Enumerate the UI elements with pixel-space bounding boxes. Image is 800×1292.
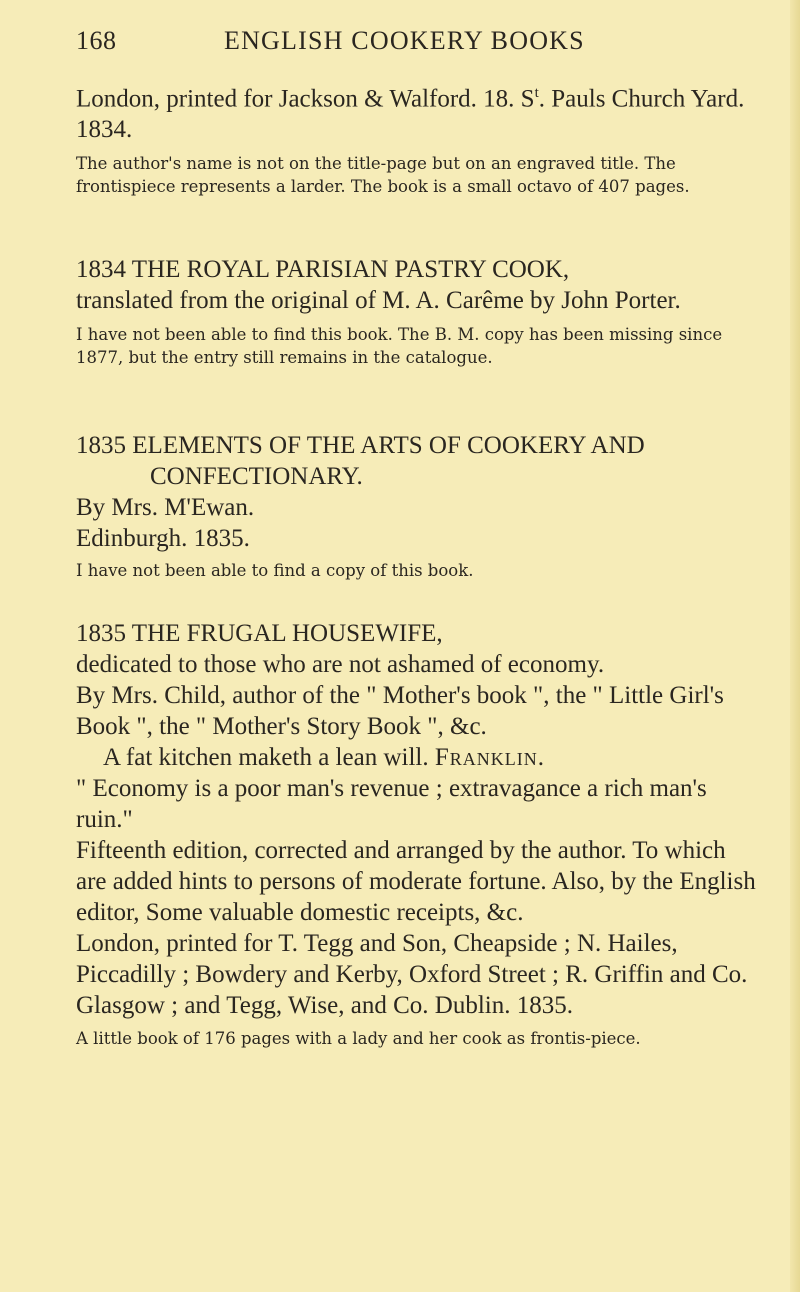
entry-edition: Fifteenth edition, corrected and arranged by the author. To which are added hints to persons of moderate fortune. Also, by the English editor, Some valuable domestic receipts, &c. bbox=[76, 837, 756, 926]
entry-heading: 1834 THE ROYAL PARISIAN PASTRY COOK, bbox=[76, 256, 570, 283]
entry-continued bbox=[76, 78, 756, 198]
entry-1835-elements bbox=[76, 430, 756, 582]
entry-quote: " Economy is a poor man's revenue ; extravagance a rich man's ruin." bbox=[76, 775, 707, 833]
running-title: ENGLISH COOKERY BOOKS bbox=[224, 26, 585, 55]
entry-translation: translated from the original of M. A. Carême by John Porter. bbox=[76, 287, 681, 314]
entry-imprint: Edinburgh. 1835. bbox=[76, 525, 250, 552]
running-header bbox=[76, 26, 736, 62]
entry-author: By Mrs. Child, author of the " Mother's book ", the " Little Girl's Book ", the " Mother's Story Book ", &c. bbox=[76, 682, 724, 740]
entry-1835-frugal-housewife bbox=[76, 618, 756, 1050]
entry-motto: A fat kitchen maketh a lean will. Franklin. bbox=[103, 744, 545, 771]
page-edge-shadow bbox=[790, 0, 800, 1292]
entry-imprint: London, printed for T. Tegg and Son, Cheapside ; N. Hailes, Piccadilly ; Bowdery and Kerby, Oxford Street ; R. Griffin and Co. Glasgow ; and Tegg, Wise, and Co. Dublin. 1835. bbox=[76, 930, 748, 1019]
entry-note: I have not been able to find this book. The B. M. copy has been missing since 1877, but the entry still remains in the catalogue. bbox=[76, 325, 723, 367]
entry-note: I have not been able to find a copy of this book. bbox=[76, 561, 474, 580]
entry-heading: 1835 THE FRUGAL HOUSEWIFE, bbox=[76, 620, 443, 647]
entry-1834-royal-parisian bbox=[76, 254, 756, 369]
entry-note: A little book of 176 pages with a lady and her cook as frontis-piece. bbox=[76, 1029, 641, 1048]
entry-dedication: dedicated to those who are not ashamed of economy. bbox=[76, 651, 605, 678]
entry-note: The author's name is not on the title-page but on an engraved title. The frontispiece represents a larder. The book is a small octavo of 407 pages. bbox=[76, 154, 690, 197]
page-number: 168 bbox=[76, 26, 117, 55]
motto-attribution: Franklin. bbox=[434, 744, 545, 771]
entry-author: By Mrs. M'Ewan. bbox=[76, 494, 255, 521]
entry-heading: 1835 ELEMENTS OF THE ARTS OF COOKERY AND CONFECTIONARY. bbox=[76, 432, 645, 490]
entry-imprint: London, printed for Jackson & Walford. 18. $S^t$. Pauls Church Yard. 1834. bbox=[76, 85, 745, 144]
